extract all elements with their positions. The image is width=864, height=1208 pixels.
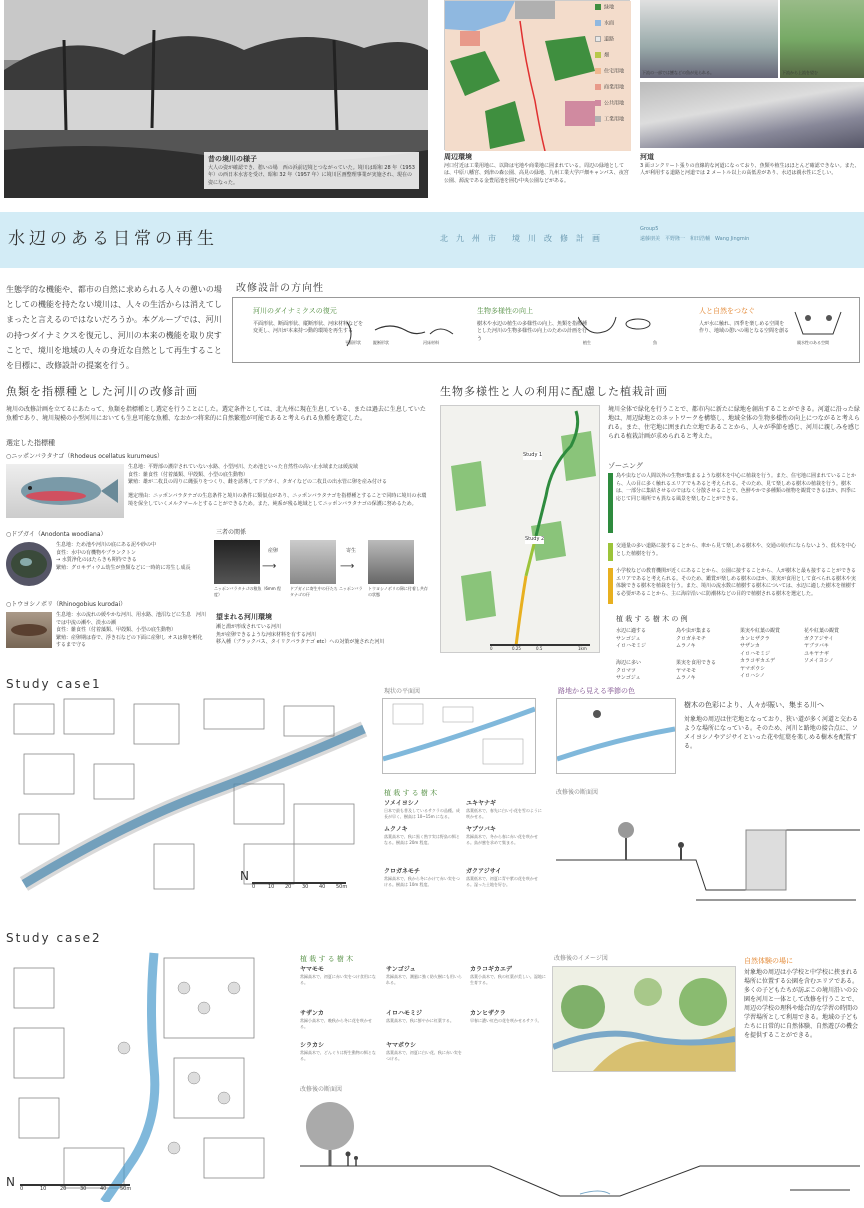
north-icon: N	[240, 869, 249, 883]
legend-item: 住宅用地	[595, 68, 631, 84]
zone-color-bar	[608, 543, 613, 561]
legend-item: 商業用地	[595, 84, 631, 100]
case1-plan-art	[4, 694, 370, 902]
old-river-photo	[4, 0, 428, 198]
zone-text: 小学校などの教育機関が近くにあることから、公園に接することから、人が樹木と最も接することができるエリアであると考えられる。そのため、鑑賞が楽しめる樹木のほか、果実が食用として食べられる樹木や実体験できる樹木を植栽を行う。また、境川の流水数に植樹する樹木については、水辺に適した樹木を植樹する必要があることから、主に海岸沿いに防潮林などの目的で植樹される樹木を選定した。	[616, 568, 857, 597]
relation-caption: ニッポンバラタナゴの稚魚（6mm 程度）	[214, 586, 281, 597]
case1-season-text: 対象地の周辺は住宅地となっており、狭い道が多く河道と交わるような場所になっている。そのため、河川と路地の接合点に、ソメイヨシノやアジサイといった花や紅葉を楽しめる樹木を配置する。	[684, 716, 859, 750]
relation-photo-1	[214, 540, 260, 584]
example-group: 海辺に多い クロマツ サンゴジュ	[616, 660, 642, 681]
zone-text: 鳥や虫などの人間以外の生物が集まるような樹木を中心に植栽を行う。また、住宅地に囲まれていることから、人の目に多く触れるエリアでもあると考えられる。そのため、見て楽しめる樹木の植栽を行う。樹木は、一部分に集結させるのではなく分散させることで、色鮮やかで多種類の植物を観賞できるほか、四季に応じて同じ場所でも異なる風景を楽しむことができる。	[616, 473, 857, 502]
river-title: 河道	[640, 153, 654, 161]
banner-members: 遠藤朋美 平野隆一 和田浩輔 Wang Jingmin	[640, 236, 750, 242]
policy-head: 河川のダイナミクスの復元	[253, 307, 337, 315]
example-group: 果実や紅葉の観賞 カンヒザクラ サザンカ イロハモミジ カラコギカエデ ヤマボウシ イロハシノ	[740, 628, 781, 679]
policy-box	[232, 297, 860, 363]
planting-intro: 境川全体で緑化を行うことで、都市内に新たに緑地を創出することができる。河道に沿った緑地は、周辺緑地とのネットワークを構築し、地域全体の生物多様性の向上につながると考えられる。また、住宅地に囲まれた立地であることから、人々が季節を感じ、河川に親しみを感じられる植栽計画が求められると考えた。	[608, 406, 861, 440]
zone-color-bar	[608, 473, 613, 533]
policy-label: 平面形状	[345, 340, 361, 345]
species-reason: 選定理由：ニッポンバラタナゴの生息条件と境川の条件に類似点があり、ニッポンバラタナゴを指標種とすることで同時に境川の水環境を保全していくメルクマールとすることができるため。また、純系が残る地域としてニッポンバラタナゴの保護に努めるため。	[128, 493, 427, 507]
policy-sketch-1	[345, 312, 455, 352]
case1-plan-title: 現状の平面図	[384, 688, 421, 695]
planting-map-scale: 0 0.25 0.5 1km	[490, 642, 590, 654]
case2-title: Study case2	[6, 931, 102, 945]
case1-season-plan	[556, 698, 676, 774]
species-name: ○ドブガイ（Anodonta woodiana）	[6, 531, 107, 538]
policy-title: 改修設計の方向性	[236, 283, 324, 294]
case1-title: Study case1	[6, 677, 102, 691]
legend-swatch	[595, 52, 601, 58]
tree-card: クロガネモチ 常緑高木で、秋から冬にかけて赤い実をつける。樹高は 10m 程度。	[384, 868, 460, 887]
policy-head: 生物多様性の向上	[477, 307, 533, 315]
relation-photo-3	[368, 540, 414, 584]
banner-subtitle: 北 九 州 市 境 川 改 修 計 画	[440, 234, 600, 243]
case2-image-rendering	[552, 966, 736, 1072]
bitterling-icon	[6, 464, 124, 518]
river-photo-caption-1: 下流の一部では鯉などの魚が見られる。	[642, 70, 714, 75]
policy-label: 縦断形状	[373, 340, 389, 345]
tree-card: ソメイヨシノ 日本で最も普及しているサクラの品種。成長が早く、樹高は 10~15m になる。	[384, 800, 460, 819]
river-photo-3	[640, 82, 864, 148]
examples-title: 植 栽 す る 樹 木 の 例	[616, 615, 688, 623]
tree-card: イロハモミジ 落葉高木で、秋に鮮やかに紅葉する。	[386, 1010, 462, 1024]
policy-body: 樹木や水辺の植生の多様性の向上、魚類を指標種とした河川の生物多様性の向上のための計画を行う	[477, 320, 588, 342]
case1-current-plan-art	[383, 699, 535, 773]
case2-rendering-art	[553, 967, 735, 1071]
species-name: ○ニッポンバラタナゴ（Rhodeus ocellatus kurumeus）	[6, 453, 163, 460]
fish-title: 魚類を指標種とした河川の改修計画	[6, 385, 198, 398]
legend-swatch	[595, 20, 601, 26]
legend-swatch	[595, 68, 601, 74]
env-title: 周辺環境	[444, 153, 472, 161]
intro-text: 生態学的な機能や、都市の自然に求められる人々の憩いの場としての機能を持たない境川は、人々の生活からは消えてしまったと言えるのではないだろうか。本グループでは、河川の持つダイナミクスを復元し、河川の本来の機能を取り戻すことで、境川を地域の人々の身近な自然として再生することを目標に、改修設計の提案を行う。	[6, 285, 222, 370]
zoning-title: ゾーニング	[608, 462, 643, 470]
river-env-text: 瀬と淵が形成されている河川 魚が産卵できるような河床材料を有する河川 移入種（ブラックバス、タイリクバラタナゴ etc）への対策が施された河川	[216, 624, 385, 645]
tree-card: ガクアジサイ 落葉低木で、初夏に青や紫の花を咲かせる。湿った土地を好む。	[466, 868, 542, 887]
case2-plan-art	[4, 948, 284, 1202]
river-caption: 3 面コンクリート張りの直線的な河道になっており、魚類や植生はほとんど確認できない。また、人が利用する道路と河道では 2 メートル以上の高低差があり、水辺は親水性に乏しい。	[640, 162, 860, 177]
policy-item-3	[699, 306, 789, 336]
old-photo-caption: 大人の姿が確認でき、憩いの場 西の浜前辺境とつながっていた。境川は昭和 28 年（1953 年）の西日本水害を受け、昭和 32 年（1957 年）に境川区画整理事業が実施され、現在の姿になった。	[208, 164, 415, 186]
legend-item: 畑	[595, 52, 631, 68]
case1-trees-title: 植 栽 す る 樹 木	[384, 789, 438, 797]
relation-step: 寄生	[346, 548, 357, 554]
title-banner	[0, 212, 864, 268]
selected-species-title: 選定した指標種	[6, 439, 55, 447]
policy-label: 魚	[653, 340, 657, 345]
case1-season-title: 路地から見える季節の色	[558, 687, 635, 695]
legend-item: 公共用地	[595, 100, 631, 116]
case1-plan-drawing	[4, 694, 370, 902]
fish-photo-3	[6, 612, 52, 648]
tree-card: カンヒザクラ 早春に濃い紅色の花を咲かせるサクラ。	[470, 1010, 546, 1024]
case2-trees-title: 植 栽 す る 樹 木	[300, 955, 354, 963]
banner-title: 水辺のある日常の再生	[8, 229, 218, 249]
legend-item: 道路	[595, 36, 631, 52]
case1-section-title: 改修後の断面図	[556, 789, 599, 796]
river-photo-2	[780, 0, 864, 78]
zone-color-bar	[608, 568, 613, 604]
tree-card: サザンカ 常緑小高木で、晩秋から冬に花を咲かせる。	[300, 1010, 376, 1029]
legend-swatch	[595, 36, 601, 42]
case2-section-art	[300, 1096, 860, 1204]
policy-label: 河床材料	[423, 340, 439, 345]
tree-card: ヤブツバキ 常緑高木で、冬から春に赤い花を咲かせる。鳥が蜜を求めて集まる。	[466, 826, 542, 845]
tree-card: シラカシ 常緑高木で、どんぐりは野生動物の餌となる。	[300, 1042, 376, 1061]
case2-scale: 0 10 20 30 40 50m	[20, 1186, 132, 1192]
relation-title: 三者の関係	[216, 529, 247, 536]
goby-icon	[6, 612, 52, 648]
river-photo-caption-2: 下流から上流を望む	[782, 70, 818, 75]
policy-item-2	[477, 306, 587, 343]
case1-section-art	[556, 800, 860, 904]
policy-head: 人と自然をつなぐ	[699, 307, 755, 315]
case1-section-drawing	[556, 800, 860, 904]
fish-photo-2	[6, 542, 52, 586]
legend-item: 緑地	[595, 4, 631, 20]
mussel-icon	[6, 542, 52, 586]
policy-label: 親水性のある空間	[797, 340, 829, 345]
planting-map-art	[441, 406, 601, 654]
planting-map	[440, 405, 600, 653]
tree-card: ユキヤナギ 落葉低木で、春先に白い小花を雪のように咲かせる。	[466, 800, 542, 819]
planting-title: 生物多様性と人の利用に配慮した植栽計画	[440, 385, 668, 398]
species-name: ○トウヨシノボリ（Rhinogobius kurodai）	[6, 601, 127, 608]
case2-nature-title: 自然体験の場に	[744, 957, 793, 965]
policy-sketch-2	[578, 312, 658, 342]
case2-nature-text: 対象地の周辺は小学校と中学校に挟まれる場所に位置する公園を含むエリアである。多くの子どもたちが訪ぶこの境川沿いの公園を河川と一体として改修を行うことで、周辺の学校の理科や総合的な学習の時間の学習場所として利用できる。地域の子どもたちに日常的に自然体験、自然遊びの機会を提供することができる。	[744, 969, 859, 1039]
tree-card: ムクノキ 落葉高木で、秋に黒く熟す実は野鳥の餌となる。樹高は 20m 程度。	[384, 826, 460, 845]
map-study2-label: Study 2	[525, 536, 545, 542]
case2-section-drawing	[300, 1096, 860, 1204]
map-study1-label: Study 1	[523, 452, 543, 458]
river-env-title: 望まれる河川環境	[216, 613, 272, 621]
legend-swatch	[595, 84, 601, 90]
case1-current-plan	[382, 698, 536, 774]
policy-label: 植生	[583, 340, 591, 345]
tree-card: ヤマモモ 常緑高木で、初夏に赤い実をつけ食用になる。	[300, 966, 376, 985]
tree-card: ヤマボウシ 落葉高木で、初夏に白い花、秋に赤い実をつける。	[386, 1042, 462, 1061]
case1-season-lead: 樹木の色彩により、人々が賑い、集まる川へ	[684, 701, 824, 709]
river-photo-1	[640, 0, 778, 78]
relation-caption: トウヨシノボリの卵に付着し共存の状態	[368, 586, 428, 597]
fish-intro: 境川の改修計画を立てるにあたって、魚類を指標種とし選定を行うことにした。選定条件としては、北九州に現在生息している、または過去に生息していた魚種であり、境川規模の小型河川においても生息可能な魚種、なおかつ将来的に自然繁殖が可能であると考えられる魚種を選定した。	[6, 406, 426, 422]
north-icon: N	[6, 1175, 15, 1189]
example-group: 果実を食用できる ヤマモモ ムラノキ	[676, 660, 717, 681]
case2-section-title: 改修後の断面図	[300, 1086, 343, 1093]
arrow-icon: ⟶	[262, 561, 277, 572]
policy-body: 人が水に触れ、四季を楽しめる空間を作り、地域の憩いの場となる空間を創る	[699, 320, 790, 335]
relation-step: 産卵	[268, 548, 279, 554]
legend-item: 水面	[595, 20, 631, 36]
banner-group: Group5	[640, 226, 659, 232]
case1-season-plan-art	[557, 699, 675, 773]
arrow-icon: ⟶	[340, 561, 355, 572]
fish-photo-1	[6, 464, 124, 518]
relation-photo-2	[290, 540, 336, 584]
case2-image-title: 改修後のイメージ図	[554, 955, 608, 962]
species-desc: 生息地：ため池や河川の底にある泥や砂の中 食性：水中の有機物やプランクトン → 水質浄化のはたらきも期待できる 繁殖：グロキディウム幼生が魚類などに一時的に寄生し成長	[56, 542, 191, 571]
legend-item: 工業用地	[595, 116, 631, 132]
case2-plan-drawing	[4, 948, 284, 1202]
example-group: 鳥や虫が集まる クロガネモチ ムラノキ	[676, 628, 712, 649]
env-caption: 河口付近は工業用地に、以降は宅地や商業地に囲まれている。周辺の緑地としては、中原八幡宮、到津の森公園、高見の緑地、九州工業大学戸畑キャンパス、夜宮公園、源流である金豊尾池を囲む中央公園などがある。	[444, 162, 629, 184]
example-group: 水辺に適する サンゴジュ イロハモミジ	[616, 628, 647, 649]
case1-scale: 0 10 20 30 40 50m	[252, 884, 348, 890]
tree-card: サンゴジュ 常緑高木で、潮風に強く防火樹にも用いられる。	[386, 966, 462, 985]
policy-body: 平面形状、断面形状、縦断形状、河床材料などを変更し、河川が本来持つ動的環境を再生する	[253, 320, 364, 335]
zone-text: 交通量の多い道路に接することから、車から見て楽しめる樹木や、交通の妨げにならないよう、低木を中心とした植樹を行う。	[616, 543, 856, 557]
example-group: 花や紅葉の観賞 ガクアジサイ ヤブツバキ ユキヤナギ ソメイヨシノ	[804, 628, 840, 664]
species-desc: 生息地：平野部の護岸されていない水路、小型河川、ため池といった自然性の高い止水域または緩流域 食性：雑食性（付着藻類、甲殻類、小型の底生動物） 繁殖：雄が二枚貝の周りに縄張りをつくり、雌を誘導してドブガイ、タガイなどの二枚貝の出水管に卵を産み付ける	[128, 464, 387, 485]
species-desc: 生息地：水の流れの緩やかな河川、用水路、池沼などに生息 河川では中流の瀬や、淡水の瀬 食性：雑食性（付着藻類、甲殻類、小型の底生動物） 繁殖：産卵期は春で、浮き石などの下面に産卵し オスは卵を孵化するまで守る	[56, 612, 207, 648]
old-photo-title: 昔の境川の様子	[208, 155, 257, 163]
policy-sketch-3	[793, 308, 843, 340]
legend-swatch	[595, 116, 601, 122]
legend-swatch	[595, 100, 601, 106]
relation-caption: ドブガイに寄生中の仔たち ニッポンバラタナゴの仔	[290, 586, 363, 597]
legend-swatch	[595, 4, 601, 10]
tree-card: カラコギカエデ 落葉小高木で、秋の紅葉が美しい。湿地に生育する。	[470, 966, 546, 985]
map-legend	[595, 4, 631, 132]
